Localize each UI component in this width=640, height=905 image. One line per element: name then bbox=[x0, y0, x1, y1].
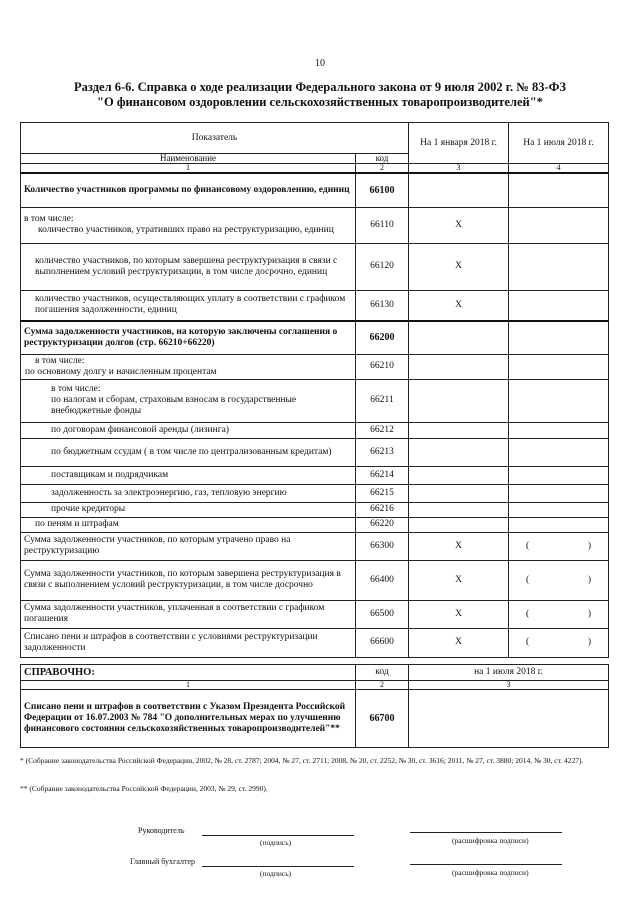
row-name: количество участников, по которым завершена реструктуризация в связи с выполнением условий реструктуризации, в том числе досрочно, единиц bbox=[21, 243, 356, 290]
page-title: Раздел 6-6. Справка о ходе реализации Федерального закона от 9 июля 2002 г. № 83-ФЗ bbox=[74, 80, 566, 94]
col-num-3: 3 bbox=[409, 164, 509, 174]
header-date1: На 1 января 2018 г. bbox=[409, 123, 509, 164]
row-value-jul bbox=[509, 207, 609, 243]
ref-col-num-2: 2 bbox=[356, 681, 409, 690]
row-name: поставщикам и подрядчикам bbox=[21, 466, 356, 484]
table-row bbox=[21, 628, 609, 657]
reference-row-code: 66700 bbox=[356, 690, 409, 748]
table-row bbox=[21, 560, 609, 600]
paren-close: ) bbox=[587, 540, 591, 551]
row-value-jul bbox=[509, 560, 609, 600]
row-code: 66214 bbox=[356, 466, 409, 484]
ref-col-num-3: 3 bbox=[409, 681, 609, 690]
row-value-jan: X bbox=[409, 207, 509, 243]
row-name: прочие кредиторы bbox=[21, 502, 356, 517]
row-value-jan bbox=[409, 354, 509, 379]
table-row bbox=[21, 532, 609, 560]
row-value-jul bbox=[509, 379, 609, 422]
main-table bbox=[20, 122, 609, 658]
ref-col-num-1: 1 bbox=[21, 681, 356, 690]
row-code: 66211 bbox=[356, 379, 409, 422]
table-row bbox=[21, 379, 609, 422]
head-decode-hint: (расшифровка подписи) bbox=[452, 836, 529, 845]
row-code: 66130 bbox=[356, 290, 409, 321]
row-value-jul bbox=[509, 484, 609, 502]
row-code: 66500 bbox=[356, 600, 409, 628]
paren-close: ) bbox=[587, 637, 591, 647]
row-value-jul bbox=[509, 173, 609, 207]
head-label: Руководитель bbox=[138, 826, 185, 835]
row-name: количество участников, утративших право на реструктуризацию, единиц bbox=[38, 225, 334, 235]
accountant-signature-hint: (подпись) bbox=[260, 869, 292, 878]
accountant-decode-hint: (расшифровка подписи) bbox=[452, 868, 529, 877]
row-value-jan bbox=[409, 484, 509, 502]
row-name: по бюджетным ссудам ( в том числе по централизованным кредитам) bbox=[21, 438, 356, 466]
row-value-jan bbox=[409, 422, 509, 438]
row-name: Количество участников программы по финансовому оздоровлению, единиц bbox=[21, 173, 356, 207]
row-value-jul bbox=[509, 354, 609, 379]
row-value-jul bbox=[509, 502, 609, 517]
table-row bbox=[21, 173, 609, 207]
row-code: 66400 bbox=[356, 560, 409, 600]
reference-row-value bbox=[409, 690, 609, 748]
row-value-jan bbox=[409, 502, 509, 517]
row-code: 66110 bbox=[356, 207, 409, 243]
row-value-jul bbox=[509, 243, 609, 290]
paren-open: ( bbox=[526, 574, 530, 585]
row-value-jan: X bbox=[409, 532, 509, 560]
row-name: количество участников, осуществляющих уплату в соответствии с графиком погашения задолженности, единиц bbox=[21, 290, 356, 321]
reference-date-header: на 1 июля 2018 г. bbox=[409, 665, 609, 681]
row-code: 66212 bbox=[356, 422, 409, 438]
table-row bbox=[21, 502, 609, 517]
head-signature-line bbox=[202, 835, 354, 836]
row-code: 66200 bbox=[356, 321, 409, 354]
row-name-cell bbox=[21, 379, 356, 422]
header-code: код bbox=[356, 154, 409, 164]
row-code: 66210 bbox=[356, 354, 409, 379]
row-prefix: в том числе: bbox=[24, 214, 74, 224]
reference-row-name: Списано пени и штрафов в соответствии с Указом Президента Российской Федерации от 16.07.2003 № 784 "О дополнительных мерах по улучшению финансового состояния сельскохозяйственных товаропроизводителей"** bbox=[21, 690, 356, 748]
row-name-cell bbox=[21, 207, 356, 243]
row-value-jan bbox=[409, 517, 509, 532]
row-value-jan: X bbox=[409, 600, 509, 628]
row-code: 66215 bbox=[356, 484, 409, 502]
row-name: задолженность за электроэнергию, газ, тепловую энергию bbox=[21, 484, 356, 502]
row-value-jan: X bbox=[409, 560, 509, 600]
row-code: 66300 bbox=[356, 532, 409, 560]
reference-code-header: код bbox=[356, 665, 409, 681]
table-row bbox=[21, 484, 609, 502]
row-prefix: в том числе: bbox=[35, 355, 85, 366]
row-value-jan bbox=[409, 466, 509, 484]
table-row bbox=[21, 600, 609, 628]
table-row bbox=[21, 354, 609, 379]
accountant-signature-line bbox=[202, 866, 354, 867]
header-date2: На 1 июля 2018 г. bbox=[509, 123, 609, 164]
paren-open: ( bbox=[526, 540, 530, 551]
row-value-jul bbox=[509, 422, 609, 438]
row-code: 66213 bbox=[356, 438, 409, 466]
row-value-jul bbox=[509, 290, 609, 321]
header-indicator: Показатель bbox=[21, 123, 409, 154]
row-code: 66100 bbox=[356, 173, 409, 207]
row-value-jan: X bbox=[409, 243, 509, 290]
row-value-jan: X bbox=[409, 628, 509, 657]
row-value-jul bbox=[509, 532, 609, 560]
row-value-jul bbox=[509, 628, 609, 657]
row-value-jan bbox=[409, 438, 509, 466]
col-num-2: 2 bbox=[356, 164, 409, 174]
row-name: по договорам финансовой аренды (лизинга) bbox=[21, 422, 356, 438]
reference-title: СПРАВОЧНО: bbox=[21, 665, 356, 681]
row-value-jul bbox=[509, 438, 609, 466]
row-name: Сумма задолженности участников, по которым завершена реструктуризация в связи с выполнением условий реструктуризации, в том числе досрочно bbox=[21, 560, 356, 600]
row-value-jul bbox=[509, 517, 609, 532]
table-row bbox=[21, 690, 609, 748]
paren-close: ) bbox=[587, 574, 591, 585]
row-name: по пеням и штрафам bbox=[21, 517, 356, 532]
page-subtitle: "О финансовом оздоровлении сельскохозяйственных товаропроизводителей"* bbox=[97, 95, 543, 109]
table-row bbox=[21, 466, 609, 484]
row-value-jul bbox=[509, 321, 609, 354]
row-name: Сумма задолженности участников, на которую заключены соглашения о реструктуризации долгов (стр. 66210+66220) bbox=[21, 321, 356, 354]
paren-open: ( bbox=[526, 608, 530, 619]
table-row bbox=[21, 438, 609, 466]
row-value-jul bbox=[509, 600, 609, 628]
row-name: по основному долгу и начисленным процентам bbox=[25, 366, 217, 377]
row-value-jan bbox=[409, 379, 509, 422]
row-value-jul bbox=[509, 466, 609, 484]
row-code: 66120 bbox=[356, 243, 409, 290]
row-name: Сумма задолженности участников, по которым утрачено право на реструктуризацию bbox=[21, 532, 356, 560]
row-code: 66220 bbox=[356, 517, 409, 532]
head-decode-line bbox=[410, 832, 562, 833]
paren-open: ( bbox=[526, 637, 530, 647]
header-name: Наименование bbox=[21, 154, 356, 164]
row-name: Списано пени и штрафов в соответствии с условиями реструктуризации задолженности bbox=[21, 628, 356, 657]
row-code: 66216 bbox=[356, 502, 409, 517]
reference-table bbox=[20, 664, 609, 748]
row-code: 66600 bbox=[356, 628, 409, 657]
table-row bbox=[21, 207, 609, 243]
head-signature-hint: (подпись) bbox=[260, 838, 292, 847]
footnote-2: ** (Собрание законодательства Российской Федерации, 2003, № 29, ст. 2990). bbox=[20, 784, 268, 793]
accountant-label: Главный бухгалтер bbox=[130, 857, 195, 866]
row-value-jan: X bbox=[409, 290, 509, 321]
row-value-jan bbox=[409, 173, 509, 207]
row-name: по налогам и сборам, страховым взносам в государственные внебюджетные фонды bbox=[51, 395, 297, 416]
footnote-1: * (Собрание законодательства Российской Федерации, 2002, № 28, ст. 2787; 2004, № 27, ст. 2711; 2008, № 20, ст. 2252, № 30, ст. 3616; 2011, № 27, ст. 3880; 2014, № 30, ст. 4227). bbox=[20, 756, 584, 765]
accountant-decode-line bbox=[410, 864, 562, 865]
table-row bbox=[21, 517, 609, 532]
page-number: 10 bbox=[315, 58, 325, 69]
paren-close: ) bbox=[587, 608, 591, 619]
table-row bbox=[21, 422, 609, 438]
col-num-4: 4 bbox=[509, 164, 609, 174]
table-row bbox=[21, 321, 609, 354]
col-num-1: 1 bbox=[21, 164, 356, 174]
table-row bbox=[21, 290, 609, 321]
row-name-cell bbox=[21, 354, 356, 379]
table-row bbox=[21, 243, 609, 290]
row-prefix: в том числе: bbox=[51, 384, 101, 394]
row-name: Сумма задолженности участников, уплаченная в соответствии с графиком погашения bbox=[21, 600, 356, 628]
row-value-jan bbox=[409, 321, 509, 354]
